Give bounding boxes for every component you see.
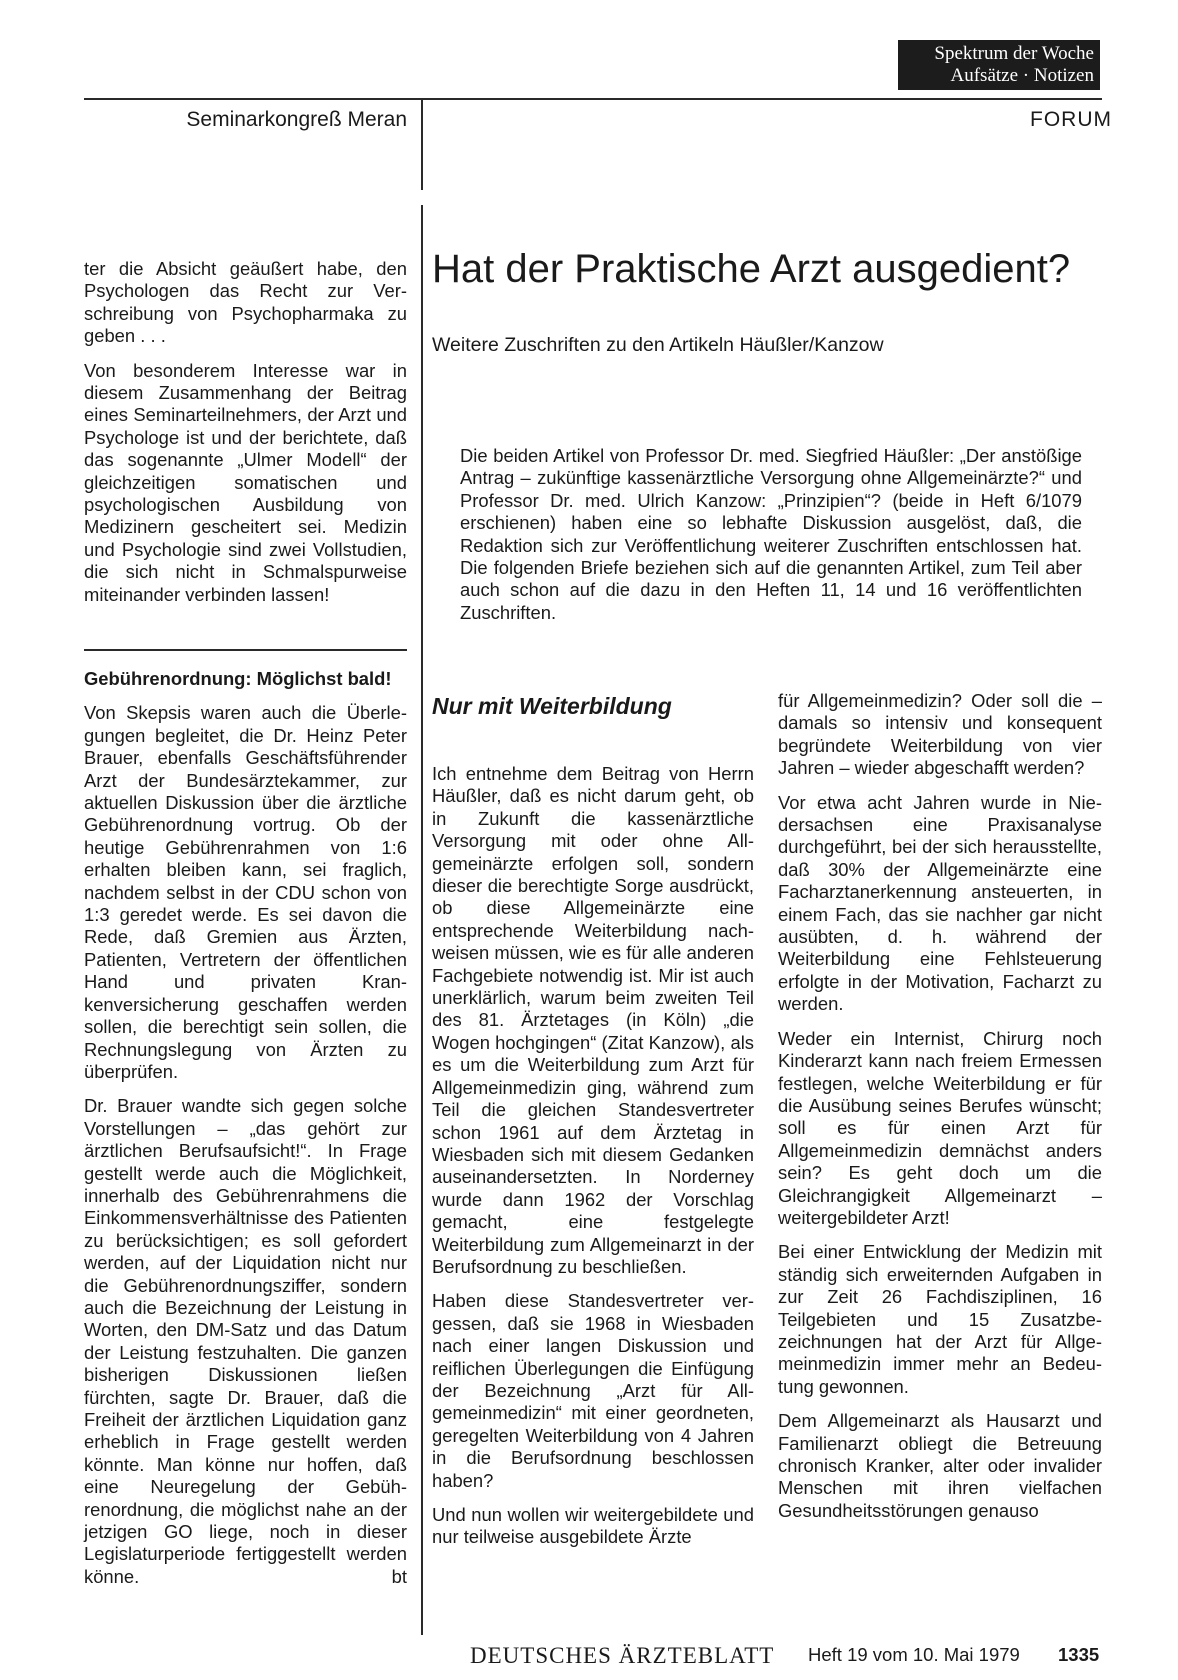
middle-paragraph: Und nun wollen wir weitergebildete und nur teilweise ausgebildete Ärzte	[432, 1504, 754, 1548]
middle-column	[432, 763, 754, 1561]
column-divider-top	[421, 98, 423, 190]
right-column	[778, 690, 1102, 1534]
right-paragraph: Dem Allgemeinarzt als Hausarzt und Familienarzt obliegt die Betreuung chronisch Kranker, alter oder invalider Menschen mit ihren vielfachen Gesundheitsstörungen genauso	[778, 1410, 1102, 1521]
left-paragraph-last	[84, 1095, 407, 1588]
left-paragraph-text: Dr. Brauer wandte sich gegen solche Vorstellungen – „das gehört zur ärztlichen Berufsaufsicht!“. In Frage gestellt werde auch die Möglichkeit, innerhalb des Gebührenrahmens die Einkommensverhältnisse des Patienten zu berücksichtigen; es soll gefordert werden, auf der Liquidation nicht nur die Gebührenordnungsziffer, sondern auch die Bezeichnung der Leistung in Worten, den DM-Satz und das Datum der Leistung festzuhalten. Die ganzen bisherigen Diskussionen ließen fürchten, sagte Dr. Brauer, daß die Freiheit der ärztlichen Liquidation ganz erheblich in Frage gestellt werden könnte. Man könne nur hoffen, daß eine Neuregelung der Gebührenordnung, die möglichst nahe an der jetzigen GO liege, noch in dieser Legislaturperiode fertiggestellt werden könne.	[84, 1095, 407, 1587]
page-number: 1335	[1058, 1644, 1100, 1665]
article-title: Hat der Praktische Arzt ausgedient?	[432, 247, 1071, 291]
footer-journal: DEUTSCHES ÄRZTEBLATT	[470, 1643, 775, 1668]
right-paragraph: Bei einer Entwicklung der Medizin mit ständig sich erweiternden Aufgaben in zur Zeit 26 Fachdisziplinen, 16 Teilgebieten und 15 Zusatzbezeichnungen hat der Arzt für Allgemeinmedizin immer mehr an Bedeutung gewonnen.	[778, 1241, 1102, 1397]
left-paragraph: Von besonderem Interesse war in diesem Zusammenhang der Beitrag eines Seminarteilnehmers, der Arzt und Psychologe ist und der berichtete, daß das sogenannte „Ulmer Modell“ der gleichzeitigen somatischen und psychologischen Ausbildung von Medizinern gescheitert sei. Medizin und Psychologie sind zwei Vollstudien, die sich nicht in Schmalspurweise miteinander verbinden lassen!	[84, 359, 407, 605]
badge-line-2: Aufsätze · Notizen	[950, 65, 1094, 86]
right-paragraph: für Allgemeinmedizin? Oder soll die – damals so intensiv und konsequent begründete Weiterbildung von vier Jahren – wieder abgeschafft werden?	[778, 690, 1102, 779]
right-paragraph: Weder ein Internist, Chirurg noch Kinderarzt kann nach freiem Ermessen festlegen, welche Weiterbildung er für die Ausübung seines Berufes wünscht; soll es für einen Arzt für Allgemeinmedizin demnächst anders sein? Es geht doch um die Gleichrangigkeit Allgemeinarzt – weitergebildeter Arzt!	[778, 1027, 1102, 1228]
author-signature: bt	[391, 1565, 407, 1587]
left-paragraph: Von Skepsis waren auch die Überlegungen begleitet, die Dr. Heinz Peter Brauer, ebenfalls Geschäftsführender Arzt der Bundesärztekammer, zur aktuellen Diskussion über die ärztliche Gebührenordnung vortrug. Ob der heutige Gebührenrahmen von 1:6 erhalten bleiben kann, sei fraglich, nachdem selbst in der CDU schon von 1:3 geredet werde. Es sei davon die Rede, daß Gremien aus Ärzten, Patienten, Vertretern der öffentlichen Hand und privaten Krankenversicherung geschaffen werden sollen, die berechtigt sein sollen, die Rechnungslegung von Ärzten zu überprüfen.	[84, 702, 407, 1082]
subheading: Gebührenordnung: Möglichst bald!	[84, 668, 392, 689]
left-separator-rule	[84, 649, 407, 651]
header-rule	[84, 98, 1102, 100]
middle-paragraph: Ich entnehme dem Beitrag von Herrn Häußler, daß es nicht darum geht, ob in Zukunft die kassenärztliche Versorgung mit oder ohne Allgemeinärzte erfolgen soll, sondern dieser die berechtigte Sorge ausdrückt, ob diese Allgemeinärzte eine entsprechende Weiterbildung nachweisen müssen, wie es für alle anderen Fachgebiete notwendig ist. Mir ist auch unerklärlich, warum beim zweiten Teil des 81. Ärztetages (in Köln) „die Wogen hochgingen“ (Zitat Kanzow), als es um die Weiterbildung zum Arzt für Allgemeinmedizin ging, während zum Teil die gleichen Standesvertreter schon 1961 auf dem Ärztetag in Wiesbaden sich mit diesem Gedanken auseinandersetzten. In Norderney wurde dann 1962 der Vorschlag gemacht, eine festgelegte Weiterbildung zum Allgemeinarzt in der Berufsordnung zu beschließen.	[432, 763, 755, 1277]
article-intro: Die beiden Artikel von Professor Dr. med. Siegfried Häußler: „Der anstößige Antrag – zukünftige kassenärztliche Versorgung ohne Allgemeinärzte?“ und Professor Dr. med. Ulrich Kanzow: „Prinzipien“? (beide in Heft 6/1079 erschienen) haben eine so lebhafte Diskussion ausgelöst, daß, die Redaktion sich zur Veröffentlichung weiterer Zuschriften entschlossen hat. Die folgenden Briefe beziehen sich auf die genannten Artikel, zum Teil aber auch schon auf die dazu in den Heften 11, 14 und 16 veröffentlichten Zuschriften.	[460, 445, 1082, 623]
left-column-bottom	[84, 668, 407, 1588]
letter-heading: Nur mit Weiterbildung	[432, 693, 672, 719]
badge-line-1: Spektrum der Woche	[934, 43, 1094, 64]
section-badge	[898, 40, 1100, 90]
middle-paragraph: Haben diese Standesvertreter vergessen, daß sie 1968 in Wiesbaden nach einer langen Diskussion und reiflichen Überlegungen die Einfügung der Bezeichnung „Arzt für Allgemeinmedizin“ mit einer geordneten, geregelten Weiterbildung von 4 Jahren in die Berufsordnung beschlossen haben?	[432, 1290, 754, 1491]
right-paragraph: Vor etwa acht Jahren wurde in Niedersachsen eine Praxisanalyse durchgeführt, bei der sich herausstellte, daß 30% der Allgemeinärzte eine Facharztanerkennung ansteuerten, in einem Fach, das sie nachher gar nicht ausübten, d. h. während der Weiterbildung eine Fehlsteuerung erfolgte in der Motivation, Facharzt zu werden.	[778, 791, 1102, 1015]
article-subtitle: Weitere Zuschriften zu den Artikeln Häußler/Kanzow	[432, 334, 884, 356]
running-head-right: FORUM	[1030, 108, 1112, 131]
left-paragraph: ter die Absicht geäußert habe, den Psychologen das Recht zur Verschreibung von Psychopharmaka zu geben . . .	[84, 258, 407, 347]
running-head-left: Seminarkongreß Meran	[186, 108, 407, 131]
footer-issue: Heft 19 vom 10. Mai 1979	[808, 1644, 1020, 1665]
left-column-top	[84, 258, 407, 618]
column-divider	[421, 205, 423, 1635]
